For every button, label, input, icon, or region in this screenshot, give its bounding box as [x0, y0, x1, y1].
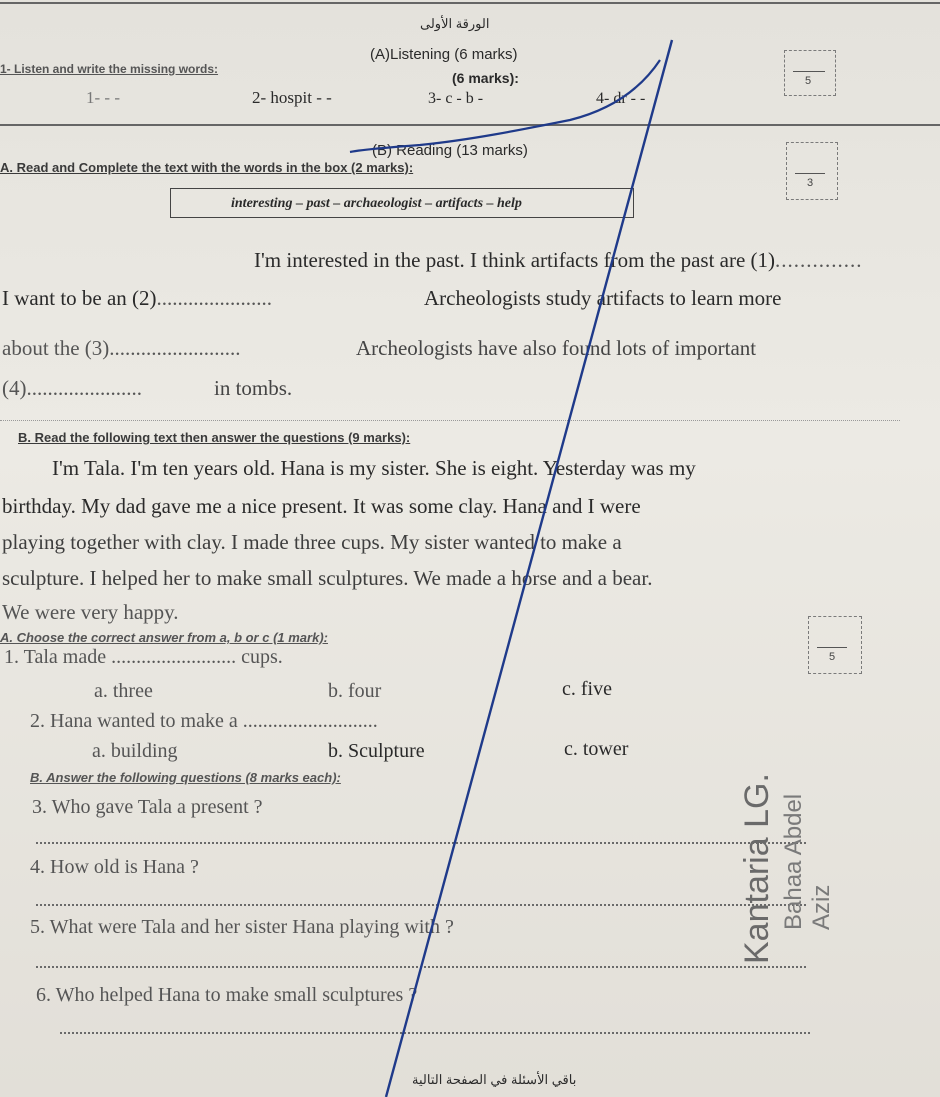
- top-rule: [0, 2, 940, 4]
- score-bar: [793, 71, 825, 72]
- q1-stem-text: 1. Tala made: [4, 646, 107, 668]
- story-line-5: We were very happy.: [2, 600, 179, 624]
- q2-stem-text: 2. Hana wanted to make a: [30, 710, 238, 732]
- reading-instruction-b: B. Read the following text then answer the questions (9 marks):: [18, 430, 411, 445]
- choose-instruction: A. Choose the correct answer from a, b or c (1 mark):: [0, 630, 328, 645]
- score-bar: [817, 647, 847, 648]
- blank-2[interactable]: ......................: [156, 286, 273, 310]
- arabic-footer: باقي الأسئلة في الصفحة التالية: [412, 1072, 577, 1087]
- watermark-vertical-2: Bahaa Abdel Aziz: [780, 793, 835, 930]
- arabic-header: الورقة الأولى: [420, 16, 490, 31]
- answer-line-6[interactable]: [60, 1032, 810, 1034]
- story-line-3: playing together with clay. I made three cups. My sister wanted to make a: [2, 530, 622, 554]
- listening-instruction: 1- Listen and write the missing words:: [0, 62, 219, 76]
- q2-stem: [30, 710, 378, 733]
- reading-a-score-box: [786, 142, 838, 200]
- word-box-text: interesting – past – archaeologist – artifacts – help: [231, 196, 522, 211]
- q1-stem: [4, 646, 283, 669]
- paragraph-text-1: I'm interested in the past. I think artifacts from the past are (1): [254, 248, 776, 272]
- listening-item-1: 1- - -: [86, 88, 120, 107]
- paragraph-line-3b: Archeologists have also found lots of important: [356, 336, 757, 360]
- listening-item-4: 4- dr - -: [596, 90, 646, 107]
- story-line-1: I'm Tala. I'm ten years old. Hana is my sister. She is eight. Yesterday was my: [52, 456, 696, 480]
- q2-option-c[interactable]: c. tower: [564, 738, 629, 760]
- answer-instruction: B. Answer the following questions (8 marks each):: [30, 770, 341, 785]
- paragraph-text-3: about the (3): [2, 336, 110, 360]
- listening-score-box: [784, 50, 836, 96]
- choose-score-box: [808, 616, 862, 674]
- paragraph-text-2: I want to be an (2): [2, 286, 157, 310]
- listening-title: (A)Listening (6 marks): [370, 46, 518, 63]
- q1-option-c[interactable]: c. five: [562, 678, 612, 700]
- blank-3[interactable]: .........................: [109, 336, 241, 360]
- watermark-vertical-1: Kantaria LG.: [738, 773, 776, 964]
- answer-line-3[interactable]: [36, 842, 806, 844]
- listening-item-3: 3- c - b -: [428, 90, 484, 107]
- question-5: 5. What were Tala and her sister Hana playing with ?: [30, 916, 454, 938]
- q2-option-a[interactable]: a. building: [92, 740, 178, 762]
- blank-4[interactable]: ......................: [26, 376, 142, 400]
- choose-score-total: 5: [829, 651, 836, 663]
- question-3: 3. Who gave Tala a present ?: [32, 796, 263, 818]
- listening-marks: (6 marks):: [452, 70, 519, 86]
- story-line-4: sculpture. I helped her to make small sculptures. We made a horse and a bear.: [2, 566, 653, 590]
- reading-a-score-total: 3: [807, 177, 814, 189]
- paragraph-line-4: [2, 376, 142, 401]
- q1-option-b[interactable]: b. four: [328, 680, 382, 702]
- paragraph-text-4: (4): [2, 376, 27, 400]
- divider-dotted: [0, 420, 900, 421]
- reading-title: (B) Reading (13 marks): [372, 142, 528, 159]
- answer-line-5[interactable]: [36, 966, 806, 968]
- question-4: 4. How old is Hana ?: [30, 856, 199, 878]
- word-box: [170, 188, 634, 218]
- q1-tail: cups.: [241, 646, 283, 668]
- story-line-2: birthday. My dad gave me a nice present. It was some clay. Hana and I were: [2, 494, 641, 518]
- answer-line-4[interactable]: [36, 904, 806, 906]
- listening-item-2: 2- hospit - -: [252, 88, 332, 107]
- paragraph-line-4b: in tombs.: [214, 376, 293, 400]
- section-divider: [0, 124, 940, 126]
- q2-blank[interactable]: ...........................: [242, 710, 378, 732]
- reading-instruction-a: A. Read and Complete the text with the words in the box (2 marks):: [0, 160, 414, 175]
- paragraph-line-2: [2, 286, 272, 311]
- q2-option-b[interactable]: b. Sculpture: [328, 740, 425, 762]
- score-bar: [795, 173, 825, 174]
- paragraph-line-2b: Archeologists study artifacts to learn more: [424, 286, 782, 310]
- question-6: 6. Who helped Hana to make small sculptures ?: [36, 984, 418, 1006]
- paragraph-line-1: [254, 248, 863, 273]
- paragraph-line-3: [2, 336, 241, 361]
- listening-score-total: 5: [805, 75, 812, 87]
- blank-1[interactable]: ..............: [775, 248, 863, 272]
- q1-option-a[interactable]: a. three: [94, 680, 153, 702]
- q1-blank[interactable]: .........................: [111, 646, 237, 668]
